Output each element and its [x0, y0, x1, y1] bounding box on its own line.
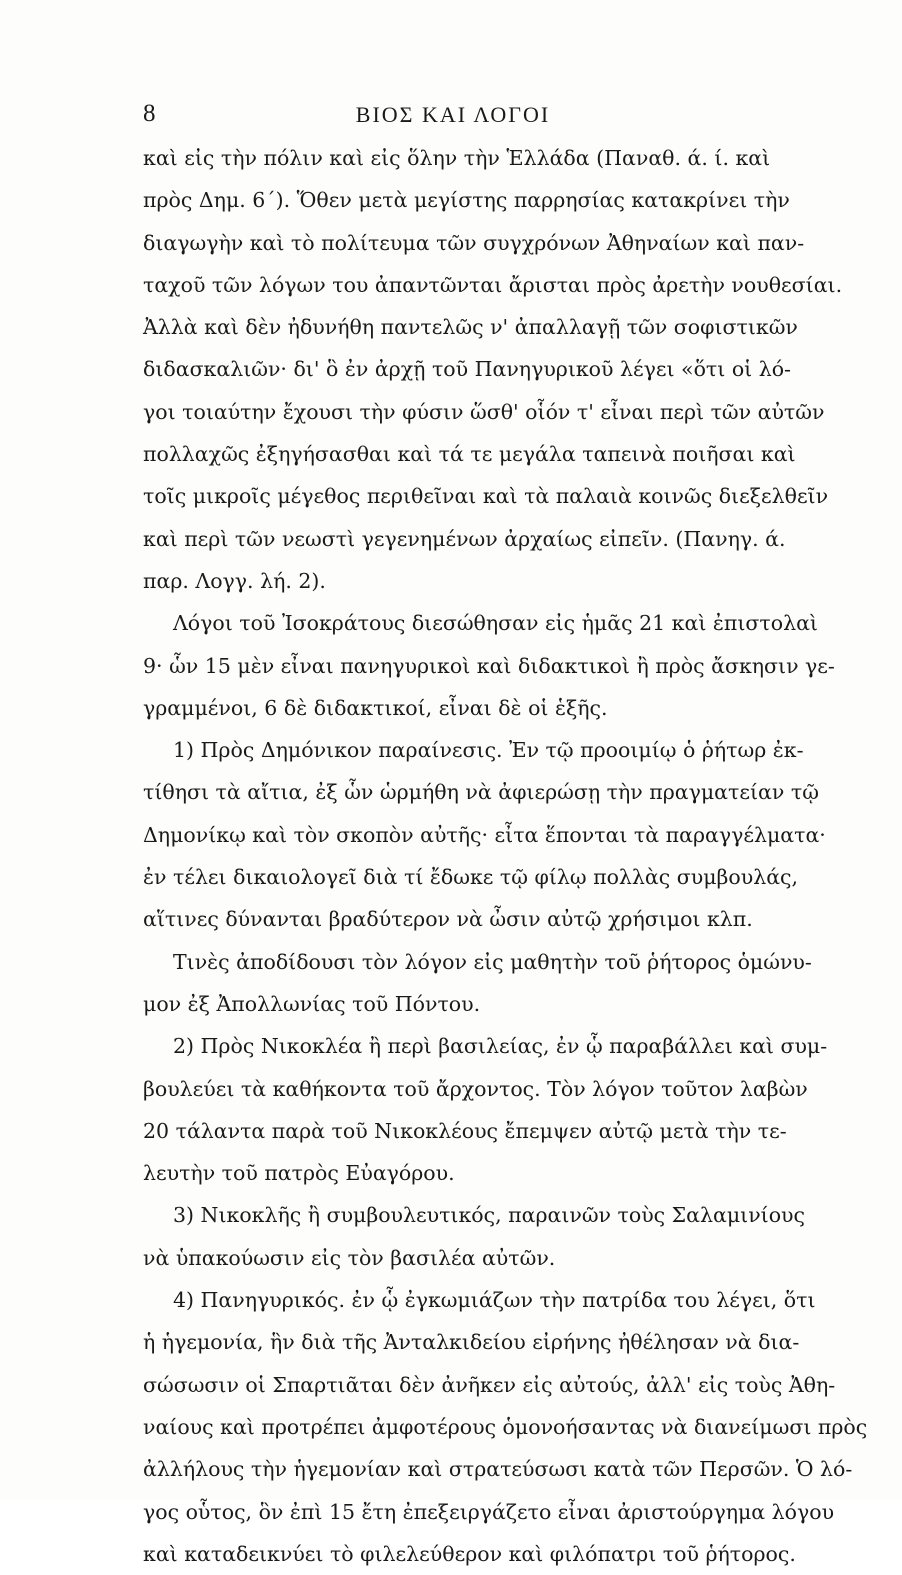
text-line: ἐν τέλει δικαιολογεῖ διὰ τί ἔδωκε τῷ φίλῳ πολλὰς συμβουλάς, — [143, 865, 799, 890]
text-line: 9· ὧν 15 μὲν εἶναι πανηγυρικοὶ καὶ διδακτικοὶ ἢ πρὸς ἄσκησιν γε- — [143, 653, 835, 678]
text-line: παρ. Λογγ. λή. 2). — [143, 568, 326, 593]
page-header — [143, 100, 763, 136]
text-line: αἵτινες δύνανται βραδύτερον νὰ ὦσιν αὐτῷ χρήσιμοι κλπ. — [143, 907, 753, 932]
text-line: λευτὴν τοῦ πατρὸς Εὐαγόρου. — [143, 1161, 455, 1186]
text-line: διδασκαλιῶν· δι' ὃ ἐν ἀρχῇ τοῦ Πανηγυρικοῦ λέγει «ὅτι οἱ λό- — [143, 357, 791, 382]
text-line: 1) Πρὸς Δημόνικον παραίνεσις. Ἐν τῷ προοιμίῳ ὁ ῥήτωρ ἐκ- — [173, 738, 804, 763]
text-line: 3) Νικοκλῆς ἢ συμβουλευτικός, παραινῶν τοὺς Σαλαμινίους — [173, 1203, 805, 1228]
page-number: 8 — [143, 100, 156, 127]
text-line: γραμμένοι, 6 δὲ διδακτικοί, εἶναι δὲ οἱ ἑξῆς. — [143, 695, 608, 720]
text-line: πρὸς Δημ. 6΄). Ὅθεν μετὰ μεγίστης παρρησίας κατακρίνει τὴν — [143, 188, 790, 213]
text-line: Ἀλλὰ καὶ δὲν ἠδυνήθη παντελῶς ν' ἀπαλλαγῇ τῶν σοφιστικῶν — [143, 315, 798, 340]
text-line: 2) Πρὸς Νικοκλέα ἢ περὶ βασιλείας, ἐν ᾧ παραβάλλει καὶ συμ- — [173, 1034, 828, 1059]
text-line: νὰ ὑπακούωσιν εἰς τὸν βασιλέα αὐτῶν. — [143, 1245, 556, 1270]
text-line: βουλεύει τὰ καθήκοντα τοῦ ἄρχοντος. Τὸν λόγον τοῦτον λαβὼν — [143, 1076, 808, 1101]
text-line: Δημονίκῳ καὶ τὸν σκοπὸν αὐτῆς· εἶτα ἕπονται τὰ παραγγέλματα· — [143, 822, 826, 847]
text-line: 4) Πανηγυρικός. ἐν ᾧ ἐγκωμιάζων τὴν πατρίδα του λέγει, ὅτι — [173, 1288, 816, 1313]
text-line: μον ἐξ Ἀπολλωνίας τοῦ Πόντου. — [143, 991, 481, 1016]
text-line: 20 τάλαντα παρὰ τοῦ Νικοκλέους ἔπεμψεν αὐτῷ μετὰ τὴν τε- — [143, 1118, 787, 1143]
text-line: ἡ ἡγεμονία, ἣν διὰ τῆς Ἀνταλκιδείου εἰρήνης ἠθέλησαν νὰ δια- — [143, 1330, 800, 1355]
text-line: τίθησι τὰ αἴτια, ἐξ ὧν ὡρμήθη νὰ ἀφιερώσῃ τὴν πραγματείαν τῷ — [143, 780, 819, 805]
text-line: Τινὲς ἀποδίδουσι τὸν λόγον εἰς μαθητὴν τοῦ ῥήτορος ὁμώνυ- — [173, 949, 812, 974]
body-text — [143, 137, 868, 1575]
text-line: καὶ καταδεικνύει τὸ φιλελεύθερον καὶ φιλόπατρι τοῦ ῥήτορος. — [143, 1541, 796, 1566]
running-title: ΒΙΟΣ ΚΑΙ ΛΟΓΟΙ — [355, 102, 551, 127]
text-line: ναίους καὶ προτρέπει ἀμφοτέρους ὁμονοήσαντας νὰ διανείμωσι πρὸς — [143, 1414, 868, 1439]
text-line: τοῖς μικροῖς μέγεθος περιθεῖναι καὶ τὰ παλαιὰ κοινῶς διεξελθεῖν — [143, 484, 829, 509]
text-line: πολλαχῶς ἐξηγήσασθαι καὶ τά τε μεγάλα ταπεινὰ ποιῆσαι καὶ — [143, 442, 796, 467]
text-line: γος οὗτος, ὃν ἐπὶ 15 ἔτη ἐπεξειργάζετο εἶναι ἀριστούργημα λόγου — [143, 1499, 835, 1524]
text-line: διαγωγὴν καὶ τὸ πολίτευμα τῶν συγχρόνων Ἀθηναίων καὶ παν- — [143, 230, 805, 255]
text-line: Λόγοι τοῦ Ἰσοκράτους διεσώθησαν εἰς ἡμᾶς 21 καὶ ἐπιστολαὶ — [173, 611, 818, 636]
text-line: καὶ περὶ τῶν νεωστὶ γεγενημένων ἀρχαίως εἰπεῖν. (Πανηγ. ά. — [143, 526, 786, 551]
text-line: ἀλλήλους τὴν ἡγεμονίαν καὶ στρατεύσωσι κατὰ τῶν Περσῶν. Ὁ λό- — [143, 1457, 853, 1482]
text-line: ταχοῦ τῶν λόγων του ἀπαντῶνται ἄρισται πρὸς ἀρετὴν νουθεσίαι. — [143, 272, 843, 297]
text-line: καὶ εἰς τὴν πόλιν καὶ εἰς ὅλην τὴν Ἑλλάδα (Παναθ. ά. ί. καὶ — [143, 146, 771, 170]
text-line: γοι τοιαύτην ἔχουσι τὴν φύσιν ὥσθ' οἷόν τ' εἶναι περὶ τῶν αὐτῶν — [143, 399, 825, 424]
text-line: σώσωσιν οἱ Σπαρτιᾶται δὲν ἀνῆκεν εἰς αὐτούς, ἀλλ' εἰς τοὺς Ἀθη- — [143, 1372, 836, 1397]
